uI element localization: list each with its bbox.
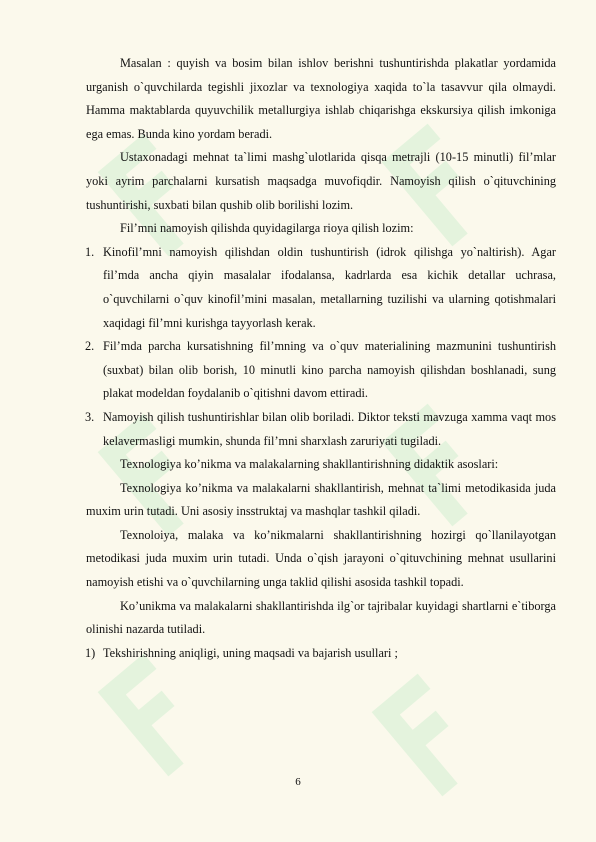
paragraph: Masalan : quyish va bosim bilan ishlov berishni tushuntirishda plakatlar yordamida urganish o`quvchilarda tegishli jixozlar va texnologiya xaqida to`la tasavvur qila olmaydi. Hamma maktablarda quyuvchilik metallurgiya ishlab chiqarishga ekskursiya qilish imkoniga ega emas. Bunda kino yordam beradi. — [86, 56, 556, 141]
list-number: 1) — [85, 645, 96, 660]
list-item — [86, 642, 556, 666]
list-number: 3. — [85, 409, 95, 424]
list-item-text: Tekshirishning aniqligi, uning maqsadi va bajarish usullari ; — [103, 645, 398, 660]
list-item — [86, 406, 556, 453]
document-body — [86, 52, 556, 665]
paragraph: Texnoloiya, malaka va ko’nikmalarni shakllantirishning hozirgi qo`llanilayotgan metodikasi juda muxim urin tutadi. Unda o`qish jarayoni o`qituvchining mehnat usullarini namoyish etishi va o`quvchilarning unga taklid qilishi asosida tashkil topadi. — [86, 527, 556, 590]
page-number: 6 — [295, 776, 301, 788]
list-item — [86, 241, 556, 335]
paragraph: Fil’mni namoyish qilishda quyidagilarga rioya qilish lozim: — [120, 221, 414, 236]
list-item-text: Kinofil’mni namoyish qilishdan oldin tushuntirish (idrok qilishga yo`naltirish). Agar fil’mda ancha qiyin masalalar ifodalansa, kadrlarda esa kichik detallar uchrasa, o`quvchilarni o`quv kinofil’mini masalan, metallarning tuzilishi va ularning qotishmalari xaqidagi fil’mni kurishga tayyorlash kerak. — [103, 244, 556, 330]
list-item-text: Fil’mda parcha kursatishning fil’mning va o`quv materialining mazmunini tushuntirish (suxbat) bilan olib borish, 10 minutli kino parcha namoyish qilishdan boshlanadi, sung plakat modeldan foydalanib o`qitishni davom ettiradi. — [103, 339, 556, 401]
final-list — [86, 642, 556, 666]
paragraph: Ko’unikma va malakalarni shakllantirishda ilg`or tajribalar kuyidagi shartlarni e`tiborga olinishi nazarda tutiladi. — [86, 598, 556, 637]
list-number: 2. — [85, 339, 95, 354]
list-number: 1. — [85, 244, 95, 259]
list-item-text: Namoyish qilish tushuntirishlar bilan olib boriladi. Diktor teksti mavzuga xamma vaqt mos kelavermasligi mumkin, shunda fil’mni sharxlash zaruriyati tugiladi. — [103, 409, 556, 448]
paragraph: Texnologiya ko’nikma va malakalarni shakllantirish, mehnat ta`limi metodikasida juda muxim urin tutadi. Uni asosiy insstruktaj va mashqlar tashkil qiladi. — [86, 480, 556, 519]
paragraph: Texnologiya ko’nikma va malakalarning shakllantirishning didaktik asoslari: — [120, 457, 499, 472]
list-item — [86, 335, 556, 406]
paragraph: Ustaxonadagi mehnat ta`limi mashg`ulotlarida qisqa metrajli (10-15 minutli) fil’mlar yoki ayrim parchalarni kursatish maqsadga muvofiqdir. Namoyish qilish o`qituvchining tushuntirishi, suxbati bilan qushib olib borilishi lozim. — [86, 150, 556, 212]
numbered-list — [86, 241, 556, 453]
